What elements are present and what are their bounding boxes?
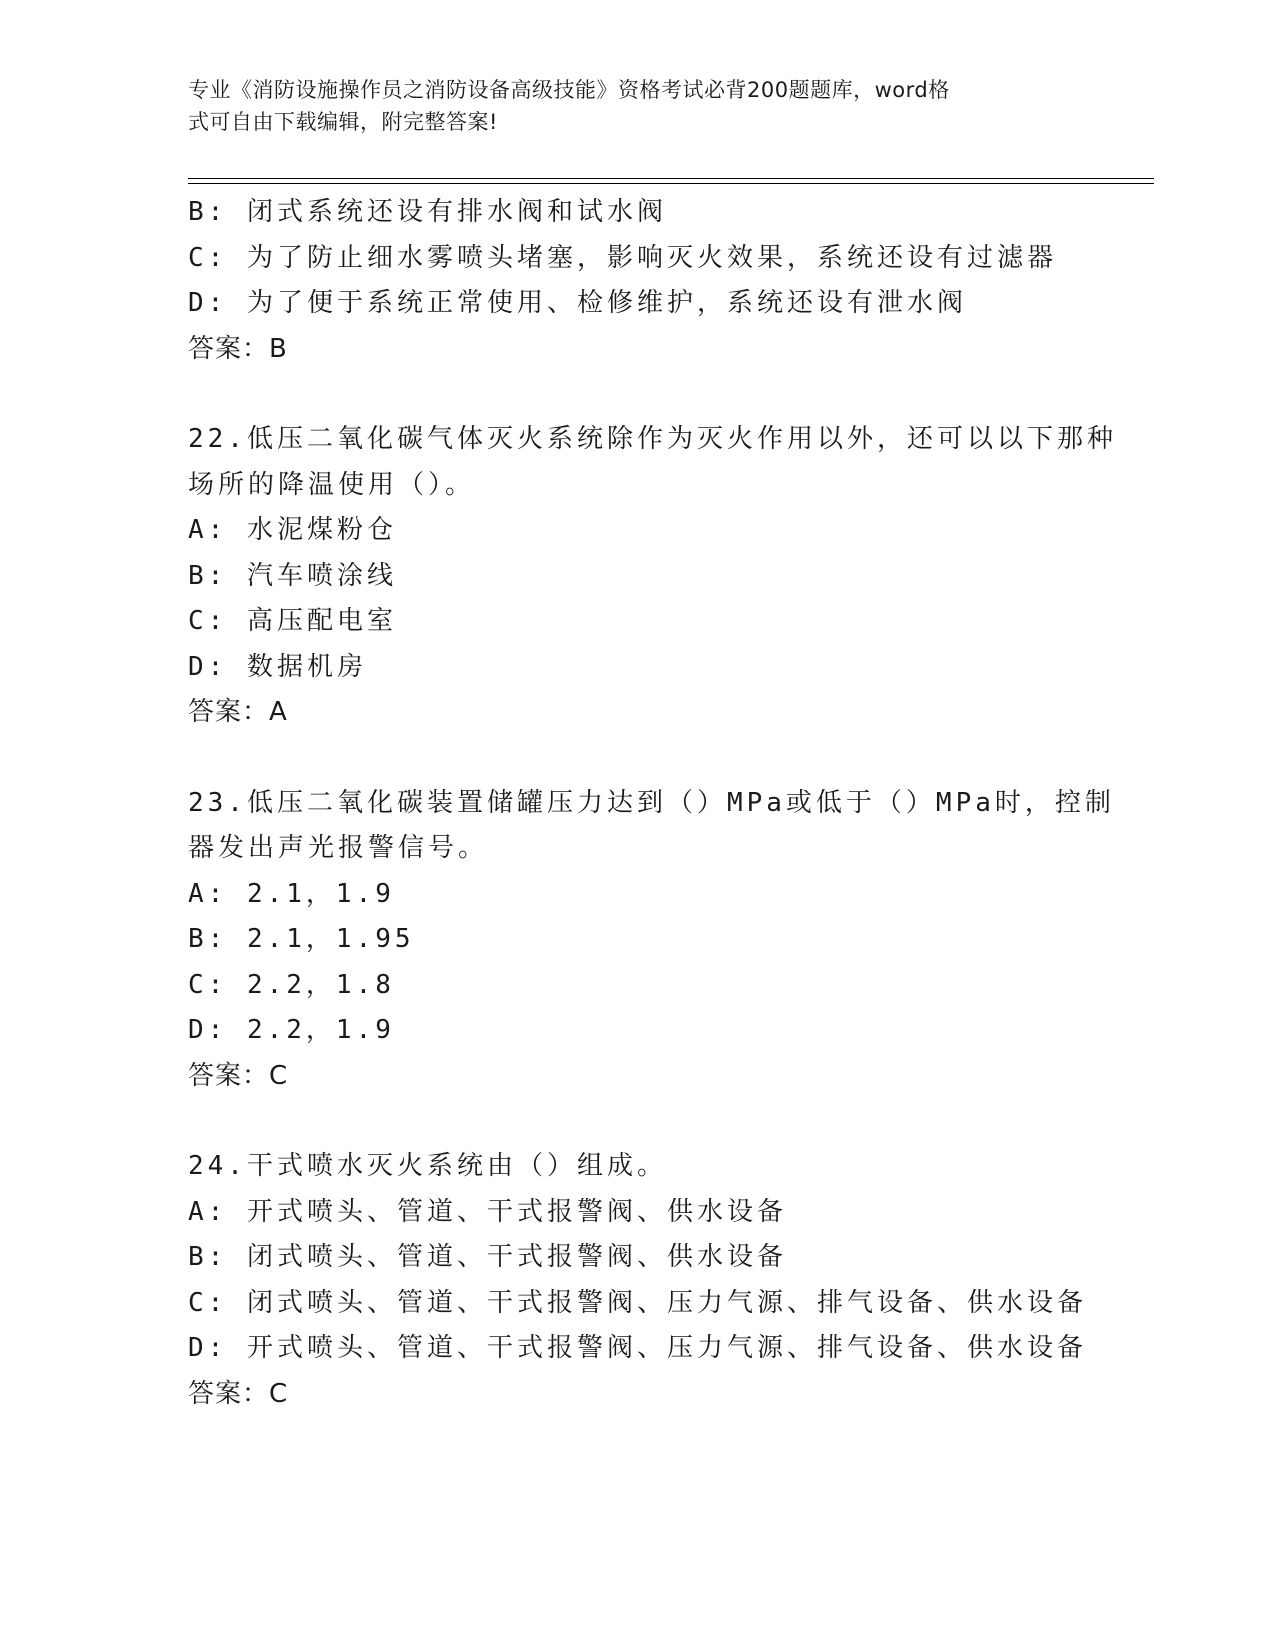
option-c: C: 为了防止细水雾喷头堵塞，影响灭火效果，系统还设有过滤器 [188,242,1057,273]
option-b: B: 汽车喷涂线 [188,560,397,591]
option-c: C: 2.2，1.8 [188,969,395,1000]
option-a: A: 开式喷头、管道、干式报警阀、供水设备 [188,1196,787,1227]
option-a: A: 2.1，1.9 [188,878,395,909]
question-stem-line-1: 24.干式喷水灭火系统由（）组成。 [188,1151,667,1181]
document-header [188,74,1068,138]
header-divider-bottom [188,183,1154,184]
option-b: B: 闭式喷头、管道、干式报警阀、供水设备 [188,1242,787,1272]
question-list [188,190,1117,1417]
spacer [188,1099,1088,1144]
question-stem-line-1: 22.低压二氧化碳气体灭火系统除作为灭火作用以外，还可以以下那种 [188,424,1117,454]
header-divider-top [188,178,1154,179]
option-a: A: 水泥煤粉仓 [188,515,397,545]
question-21-continued [188,190,1088,372]
question-24 [188,1144,1088,1417]
question-22 [188,417,1117,736]
question-stem-line-1: 23.低压二氧化碳装置储罐压力达到（）MPa或低于（）MPa时，控制 [188,787,1115,818]
header-line-2: 式可自由下载编辑，附完整答案! [188,110,498,134]
option-d: D: 2.2，1.9 [188,1015,395,1045]
answer: 答案：C [188,1060,289,1091]
question-23 [188,781,1115,1100]
question-stem-line-2: 场所的降温使用（）。 [188,469,476,500]
option-c: C: 高压配电室 [188,606,397,636]
answer: 答案：A [188,697,288,727]
option-b: B: 闭式系统还设有排水阀和试水阀 [188,197,667,227]
spacer [188,736,1088,781]
answer: 答案：B [188,333,288,364]
spacer [188,372,1088,417]
option-d: D: 数据机房 [188,651,367,682]
option-d: D: 开式喷头、管道、干式报警阀、压力气源、排气设备、供水设备 [188,1333,1087,1363]
answer: 答案：C [188,1378,289,1409]
option-b: B: 2.1，1.95 [188,924,415,954]
option-c: C: 闭式喷头、管道、干式报警阀、压力气源、排气设备、供水设备 [188,1287,1087,1318]
question-stem-line-2: 器发出声光报警信号。 [188,833,489,863]
option-d: D: 为了便于系统正常使用、检修维护，系统还设有泄水阀 [188,288,967,318]
header-line-1: 专业《消防设施操作员之消防设备高级技能》资格考试必背200题题库，word格 [188,78,950,102]
